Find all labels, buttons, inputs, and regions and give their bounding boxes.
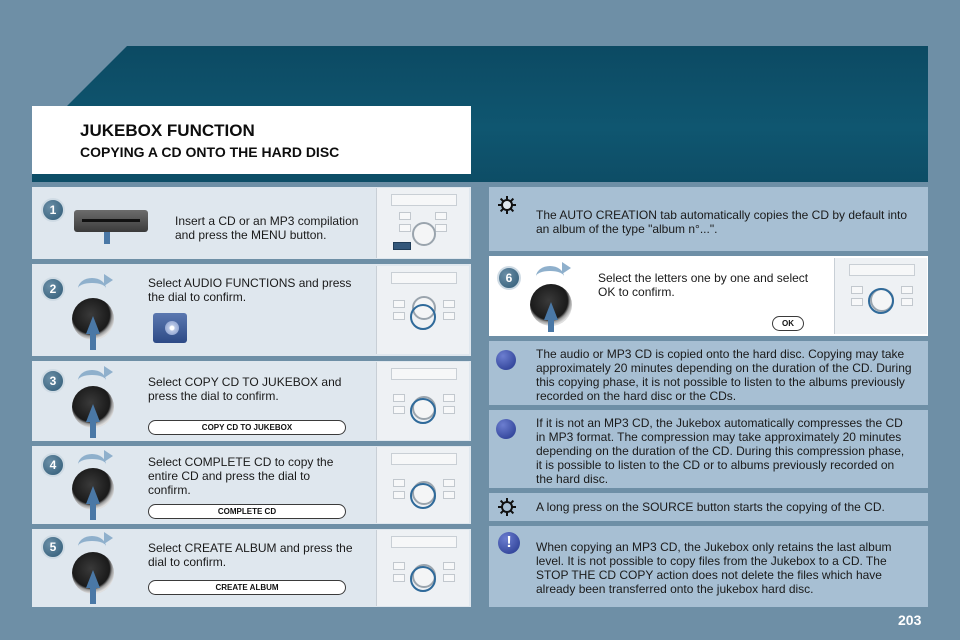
create-album-button[interactable]: CREATE ALBUM [148,580,346,595]
complete-cd-button[interactable]: COMPLETE CD [148,504,346,519]
source-tip-text: A long press on the SOURCE button starts the copying of the CD. [536,500,885,514]
step-badge-4: 4 [41,453,65,477]
step-4-text: Select COMPLETE CD to copy the entire CD and press the dial to confirm. [148,455,334,497]
page-subtitle: COPYING A CD ONTO THE HARD DISC [80,144,340,160]
press-arrow-icon [86,570,100,588]
menu-cd-icon [153,313,187,343]
arrow-up-icon [104,232,110,244]
radio-faceplate-icon [376,447,469,523]
step-badge-5: 5 [41,535,65,559]
step-3-text: Select COPY CD TO JUKEBOX and press the dial to confirm. [148,375,342,403]
step-badge-1: 1 [41,198,65,222]
page-number: 203 [898,612,922,628]
copy-info-text: The audio or MP3 CD is copied onto the hard disc. Copying may take approximately 20 minutes depending on the duration of the CD. During this copying phase, it is not possible to listen to the albums previously recorded on the hard disc or the CDs. [536,347,912,403]
step-6-text: Select the letters one by one and select OK to confirm. [598,271,809,299]
info-sun-icon [498,498,516,516]
turn-arrow-icon [78,278,106,299]
copy-cd-to-jukebox-button[interactable]: COPY CD TO JUKEBOX [148,420,346,435]
step-badge-6: 6 [497,266,521,290]
press-arrow-icon [86,404,100,422]
step-5-text: Select CREATE ALBUM and press the dial to confirm. [148,541,353,569]
step-2-text: Select AUDIO FUNCTIONS and press the dial to confirm. [148,276,352,304]
info-sun-icon [498,196,516,214]
title-box [32,106,471,174]
page-title: JUKEBOX FUNCTION [80,121,255,140]
step-1-text: Insert a CD or an MP3 compilation and press the MENU button. [175,214,359,242]
step-badge-3: 3 [41,369,65,393]
radio-faceplate-icon [376,530,469,606]
bullet-icon [496,419,516,439]
press-arrow-icon [86,486,100,504]
auto-creation-text: The AUTO CREATION tab automatically copies the CD by default into an album of the type "album n°...". [536,208,908,236]
radio-faceplate-icon [834,258,927,334]
compress-info-text: If it is not an MP3 CD, the Jukebox automatically compresses the CD in MP3 format. The compression may take approximately 20 minutes depending on the duration of the CD. During this compression phase, it is possible to listen to the CD or to albums previously recorded on the hard disc. [536,416,905,486]
radio-faceplate-icon [376,188,469,258]
radio-faceplate-icon [376,362,469,440]
bullet-icon [496,350,516,370]
warning-icon: ! [498,532,520,554]
cd-player-icon [74,210,148,232]
warning-text: When copying an MP3 CD, the Jukebox only retains the last album level. It is not possible to copy files from the Jukebox to a CD. The STOP THE CD COPY action does not delete the files which have already been transferred onto the jukebox hard disc. [536,540,892,596]
step-badge-2: 2 [41,277,65,301]
press-arrow-icon [86,316,100,334]
radio-faceplate-icon [376,266,469,354]
ok-button[interactable]: OK [772,316,804,331]
